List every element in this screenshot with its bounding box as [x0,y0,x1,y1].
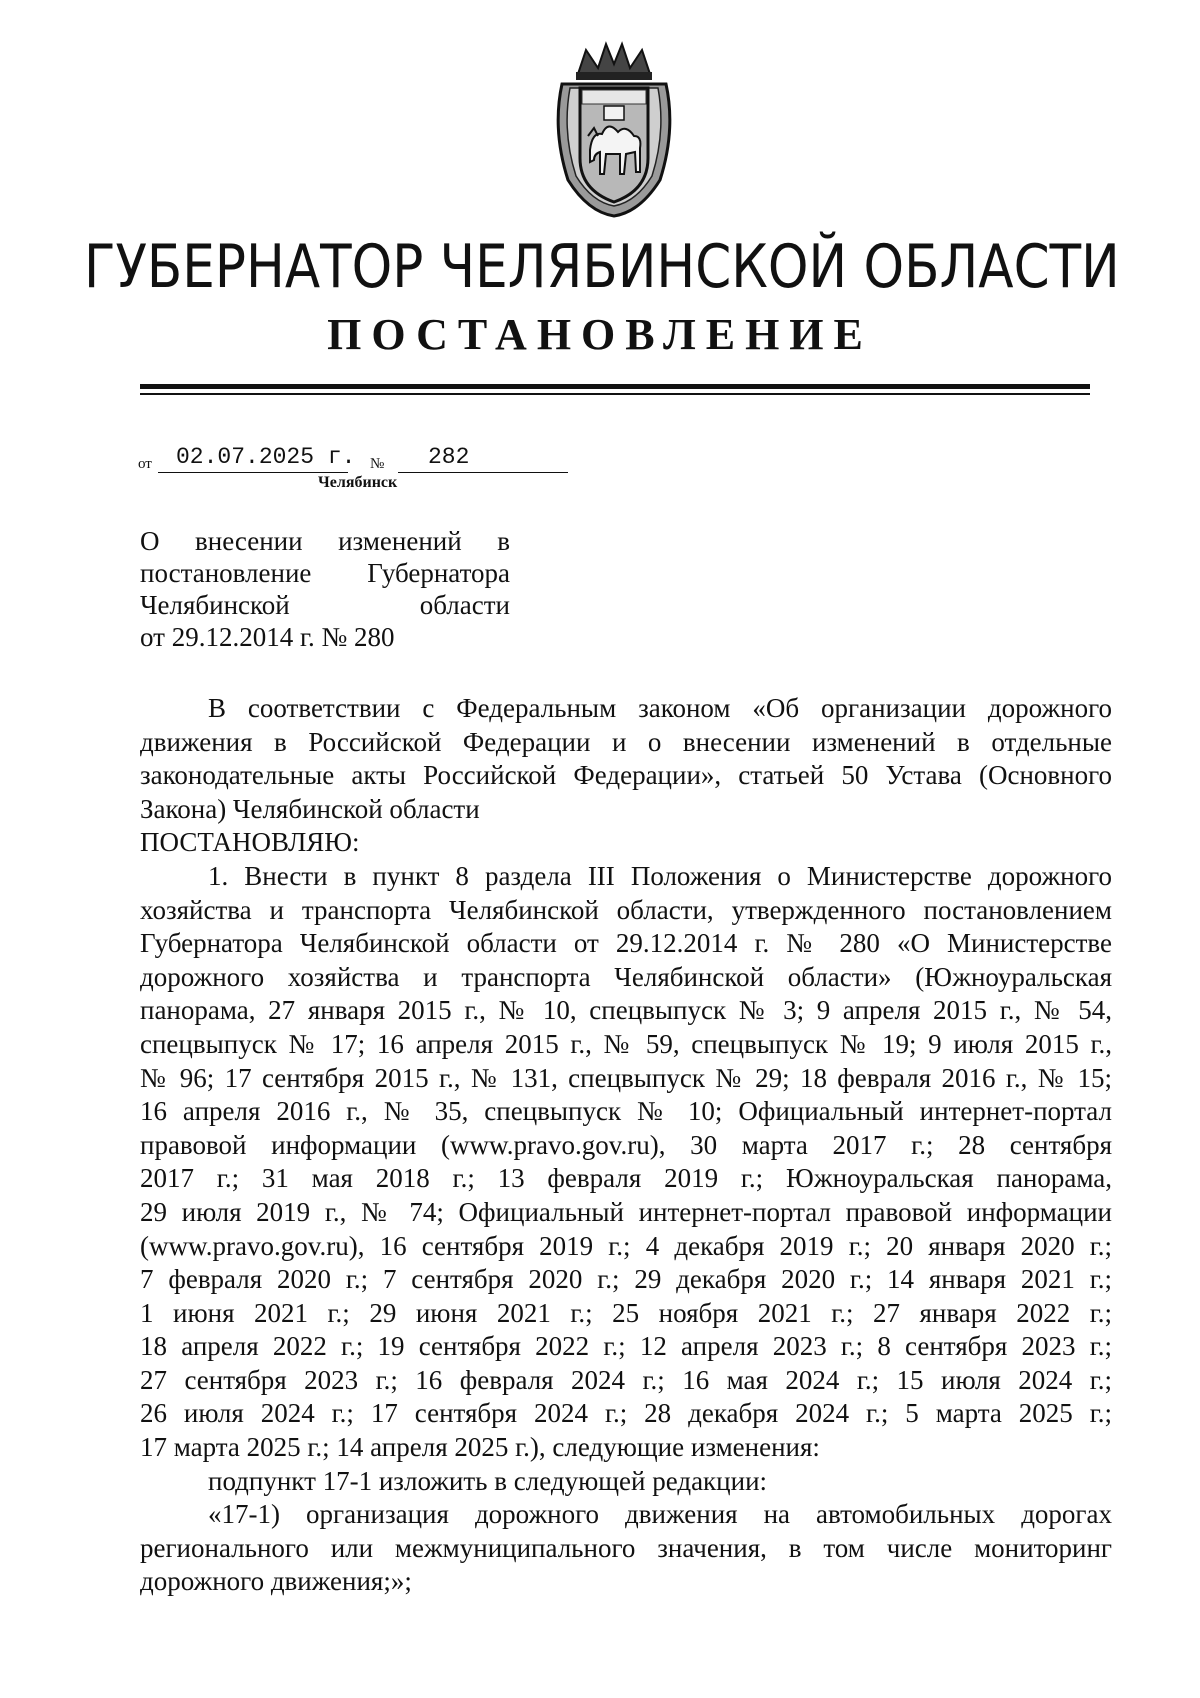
body-line: 29 июля 2019 г., № 74; Официальный интернет-портал правовой информации [140,1196,1112,1227]
body-line: дорожного движения;»; [140,1566,412,1597]
subject-line: от 29.12.2014 г. № 280 [140,622,395,652]
document-body [140,692,1112,1599]
body-line: 26 июля 2024 г.; 17 сентября 2024 г.; 28 декабря 2024 г.; 5 марта 2025 г.; [140,1398,1112,1429]
subject-line: Челябинской области [140,590,510,620]
body-line: дорожного хозяйства и транспорта Челябинской области» (Южноуральская [140,961,1112,992]
body-line: 2017 г.; 31 мая 2018 г.; 13 февраля 2019 г.; Южноуральская панорама, [140,1163,1112,1194]
number-prefix: № [370,456,385,472]
body-line: подпункт 17-1 изложить в следующей редакции: [208,1465,768,1496]
body-line: 27 сентября 2023 г.; 16 февраля 2024 г.; 16 мая 2024 г.; 15 июля 2024 г.; [140,1364,1112,1395]
coat-of-arms-icon [548,40,680,220]
body-line: 18 апреля 2022 г.; 19 сентября 2022 г.; 12 апреля 2023 г.; 8 сентября 2023 г.; [140,1331,1112,1362]
body-line: хозяйства и транспорта Челябинской области, утвержденного постановлением [140,894,1112,925]
body-line: спецвыпуск № 17; 16 апреля 2015 г., № 59, спецвыпуск № 19; 9 июля 2015 г., [140,1028,1112,1059]
body-line: 16 апреля 2016 г., № 35, спецвыпуск № 10; Официальный интернет-портал [140,1096,1112,1127]
header-rule-thick [140,384,1090,389]
body-line: законодательные акты Российской Федерации», статьей 50 Устава (Основного [140,760,1112,791]
authority-title: ГУБЕРНАТОР ЧЕЛЯБИНСКОЙ ОБЛАСТИ [84,232,1120,302]
body-line: Губернатора Челябинской области от 29.12.2014 г. № 280 «О Министерстве [140,928,1112,959]
body-line: В соответствии с Федеральным законом «Об организации дорожного [208,693,1112,723]
subject-block [140,525,510,653]
body-line: правовой информации (www.pravo.gov.ru), 30 марта 2017 г.; 28 сентября [140,1129,1112,1160]
body-line: движения в Российской Федерации и о внесении изменений в отдельные [140,726,1112,757]
body-line-resolve: ПОСТАНОВЛЯЮ: [140,827,360,858]
date-prefix: от [138,456,152,472]
body-line: «17-1) организация дорожного движения на автомобильных дорогах [208,1499,1112,1530]
date-underline [158,472,348,473]
number-underline [398,472,568,473]
body-line: № 96; 17 сентября 2015 г., № 131, спецвыпуск № 29; 18 февраля 2016 г., № 15; [140,1062,1112,1093]
body-line: регионального или межмуниципального значения, в том числе мониторинг [140,1532,1112,1563]
body-line: 1 июня 2021 г.; 29 июня 2021 г.; 25 ноября 2021 г.; 27 января 2022 г.; [140,1297,1112,1328]
body-line: 17 марта 2025 г.; 14 апреля 2025 г.), следующие изменения: [140,1432,820,1463]
subject-line: О внесении изменений в [140,526,510,556]
city-label: Челябинск [318,474,398,491]
subject-line: постановление Губернатора [140,558,510,588]
body-line: 1. Внести в пункт 8 раздела III Положения о Министерстве дорожного [208,860,1112,891]
document-type-heading: ПОСТАНОВЛЕНИЕ [327,310,873,359]
header-rule-thin [140,393,1090,395]
body-line: Закона) Челябинской области [140,793,480,824]
body-line: 7 февраля 2020 г.; 7 сентября 2020 г.; 29 декабря 2020 г.; 14 января 2021 г.; [140,1264,1112,1295]
document-date: 02.07.2025 г. [176,444,356,470]
body-line: панорама, 27 января 2015 г., № 10, спецвыпуск № 3; 9 апреля 2015 г., № 54, [140,995,1112,1026]
document-number: 282 [428,444,470,470]
body-line: (www.pravo.gov.ru), 16 сентября 2019 г.; 4 декабря 2019 г.; 20 января 2020 г.; [140,1230,1112,1261]
